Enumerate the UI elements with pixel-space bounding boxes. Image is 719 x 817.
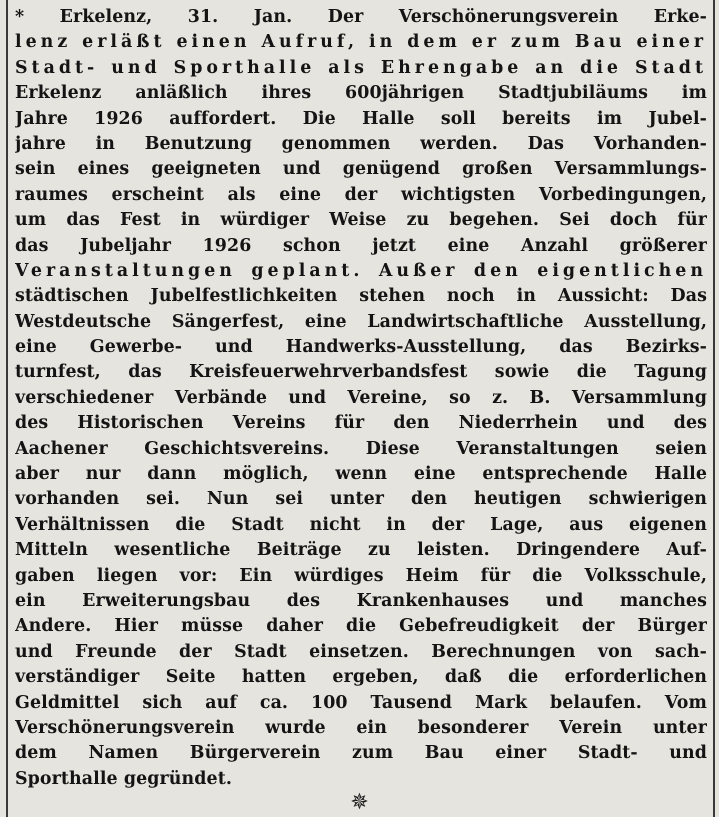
article-line: vorhanden sei. Nun sei unter den heutigen schwierigen <box>15 489 707 510</box>
article-line: dem Namen Bürgerverein zum Bau einer Stadt- und <box>15 743 707 764</box>
article-line: Sporthalle gegründet. <box>15 768 233 789</box>
article-line: verständiger Seite hatten ergeben, daß die erforderlichen <box>15 667 707 688</box>
article-line: Veranstaltungen geplant. Außer den eigentlichen <box>15 260 707 281</box>
article-line: um das Fest in würdiger Weise zu begehen. Sei doch für <box>15 210 707 231</box>
column-rule-left <box>6 0 8 817</box>
article-line: Verschönerungsverein wurde ein besonderer Verein unter <box>15 717 707 738</box>
article-line: sein eines geeigneten und genügend großen Versammlungs- <box>15 159 707 180</box>
article-line: Geldmittel sich auf ca. 100 Tausend Mark belaufen. Vom <box>15 692 707 713</box>
article-line: aber nur dann möglich, wenn eine entsprechende Halle <box>15 464 707 485</box>
article-line: Andere. Hier müsse daher die Gebefreudigkeit der Bürger <box>15 616 707 637</box>
article-line: lenz erläßt einen Aufruf, in dem er zum Bau einer <box>15 32 707 53</box>
article-line: ein Erweiterungsbau des Krankenhauses und manches <box>15 590 707 611</box>
article-line: Erkelenz anläßlich ihres 600jährigen Stadtjubiläums im <box>15 83 707 104</box>
article-line: Westdeutsche Sängerfest, eine Landwirtschaftliche Ausstellung, <box>15 311 707 332</box>
article-line: und Freunde der Stadt einsetzen. Berechnungen von sach- <box>15 641 707 662</box>
article-line: turnfest, das Kreisfeuerwehrverbandsfest sowie die Tagung <box>15 362 707 383</box>
article-line: * Erkelenz, 31. Jan. Der Verschönerungsverein Erke- <box>15 7 707 27</box>
article-line: Verhältnissen die Stadt nicht in der Lage, aus eigenen <box>15 514 707 535</box>
article-line: raumes erscheint als eine der wichtigsten Vorbedingungen, <box>15 184 707 205</box>
article-line: Mitteln wesentliche Beiträge zu leisten. Dringendere Auf- <box>15 540 707 561</box>
news-article <box>15 5 707 792</box>
column-rule-right <box>713 0 715 817</box>
article-line: gaben liegen vor: Ein würdiges Heim für die Volksschule, <box>15 565 707 586</box>
separator-ornament: ✵ <box>350 790 369 815</box>
article-line: Aachener Geschichtsvereins. Diese Veranstaltungen seien <box>15 438 707 459</box>
article-line: Jahre 1926 auffordert. Die Halle soll bereits im Jubel- <box>15 108 707 129</box>
article-line: verschiedener Verbände und Vereine, so z. B. Versammlung <box>15 387 707 408</box>
article-line: Stadt- und Sporthalle als Ehrengabe an die Stadt <box>15 57 707 78</box>
article-line: städtischen Jubelfestlichkeiten stehen noch in Aussicht: Das <box>15 286 707 307</box>
article-line: eine Gewerbe- und Handwerks-Ausstellung, das Bezirks- <box>15 337 707 358</box>
article-line: des Historischen Vereins für den Niederrhein und des <box>15 413 707 434</box>
article-line: das Jubeljahr 1926 schon jetzt eine Anzahl größerer <box>15 235 707 256</box>
article-line: jahre in Benutzung genommen werden. Das Vorhanden- <box>15 133 707 154</box>
